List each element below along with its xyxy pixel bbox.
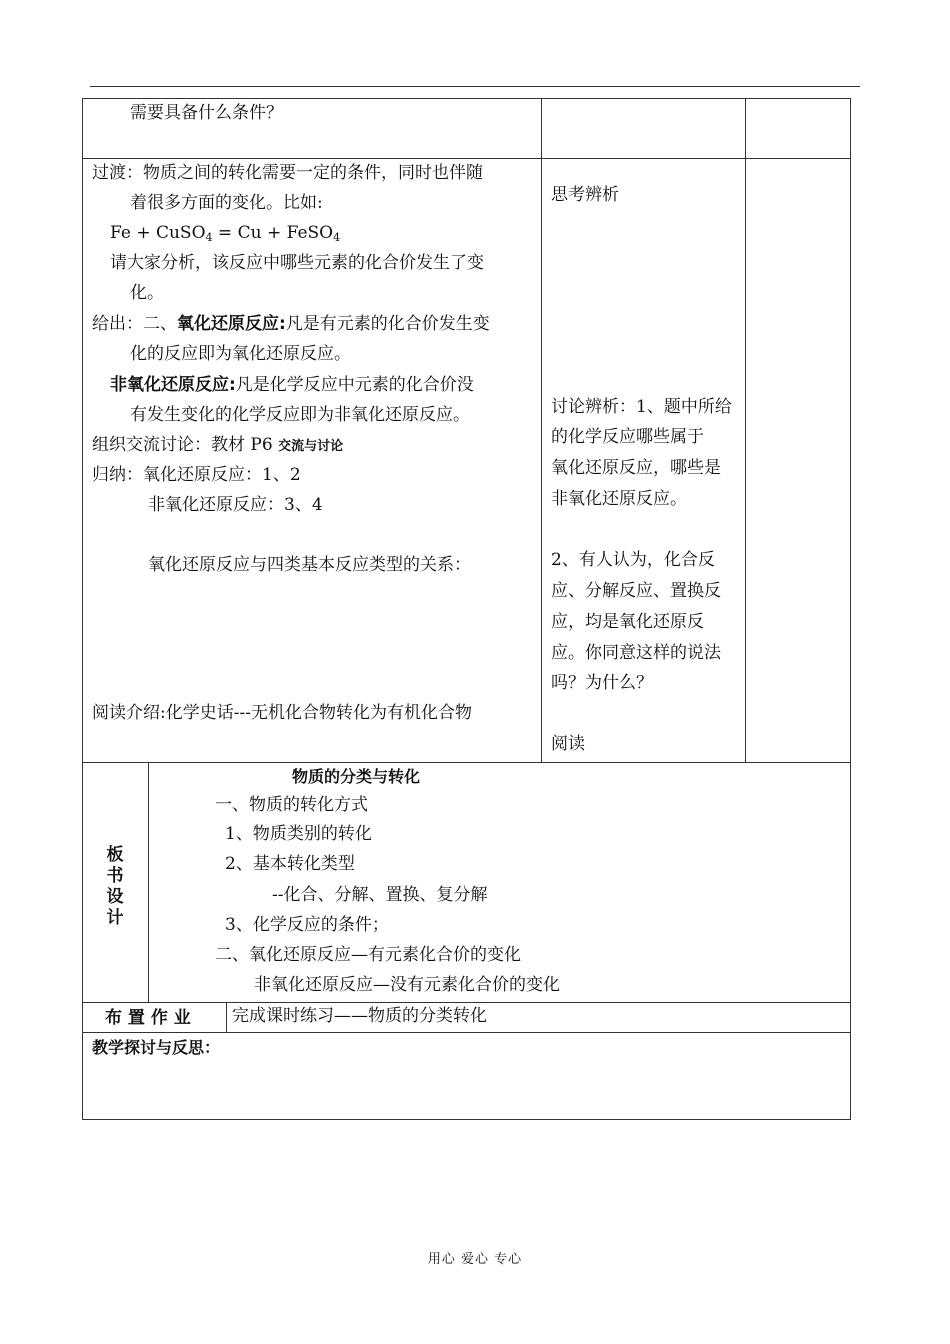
board-line-5: 3、化学反应的条件； <box>225 915 389 935</box>
transition-line-1: 过渡：物质之间的转化需要一定的条件，同时也伴随 <box>92 163 483 183</box>
summary-line-2: 非氧化还原反应：3、4 <box>148 495 323 515</box>
non-redox-definition: 非氧化还原反应:凡是化学反应中元素的化合价没 <box>110 375 474 395</box>
page-footer: 用心 爱心 专心 <box>427 1252 523 1267</box>
analysis-line-2: 化。 <box>130 283 164 303</box>
discussion-line-10: 吗？为什么？ <box>551 673 653 693</box>
discussion-line-2: 的化学反应哪些属于 <box>551 427 704 447</box>
board-char-4: 计 <box>106 908 124 928</box>
board-line-7: 非氧化还原反应—没有元素化合价的变化 <box>254 975 560 995</box>
redox-definition: 给出：二、氧化还原反应:凡是有元素的化合价发生变 <box>92 314 490 334</box>
reading-introduction: 阅读介绍:化学史话---无机化合物转化为有机化合物 <box>92 703 472 723</box>
board-line-2: 1、物质类别的转化 <box>225 824 372 844</box>
discussion-line-6: 2、有人认为，化合反 <box>551 550 715 570</box>
board-char-3: 设 <box>106 887 124 907</box>
reflection-label: 教学探讨与反思： <box>92 1038 221 1057</box>
discussion-line-8: 应，均是氧化还原反 <box>551 612 704 632</box>
board-line-1: 一、物质的转化方式 <box>215 795 368 815</box>
non-redox-definition-line-2: 有发生变化的化学反应即为非氧化还原反应。 <box>130 405 470 425</box>
relation-line: 氧化还原反应与四类基本反应类型的关系： <box>148 555 471 575</box>
homework-label: 布 置 作 业 <box>105 1008 191 1028</box>
board-line-4: --化合、分解、置换、复分解 <box>272 885 488 905</box>
board-line-6: 二、氧化还原反应—有元素化合价的变化 <box>215 945 521 965</box>
reaction-equation: Fe + CuSO$_4$ = Cu + FeSO$_4$ <box>110 223 341 244</box>
header-rule <box>90 86 860 87</box>
board-char-1: 板 <box>106 845 124 865</box>
think-analyze: 思考辨析 <box>551 185 619 205</box>
reading-activity: 阅读 <box>551 734 585 754</box>
board-char-2: 书 <box>106 866 124 886</box>
transition-line-2: 着很多方面的变化。比如: <box>130 193 323 213</box>
discussion-line-1: 讨论辨析：1、题中所给 <box>551 397 732 417</box>
discussion-line-3: 氧化还原反应，哪些是 <box>551 458 721 478</box>
discussion-line-4: 非氧化还原反应。 <box>551 489 687 509</box>
summary-line-1: 归纳：氧化还原反应：1、2 <box>92 465 301 485</box>
homework-content: 完成课时练习——物质的分类转化 <box>232 1006 487 1026</box>
discussion-organize: 组织交流讨论：教材 P6 交流与讨论 <box>92 435 344 455</box>
analysis-line-1: 请大家分析，该反应中哪些元素的化合价发生了变 <box>110 253 484 273</box>
discussion-line-7: 应、分解反应、置换反 <box>551 581 721 601</box>
discussion-line-9: 应。你同意这样的说法 <box>551 643 721 663</box>
board-line-3: 2、基本转化类型 <box>225 854 355 874</box>
condition-question: 需要具备什么条件？ <box>130 103 283 123</box>
board-title: 物质的分类与转化 <box>292 767 421 786</box>
redox-definition-line-2: 化的反应即为氧化还原反应。 <box>130 344 351 364</box>
